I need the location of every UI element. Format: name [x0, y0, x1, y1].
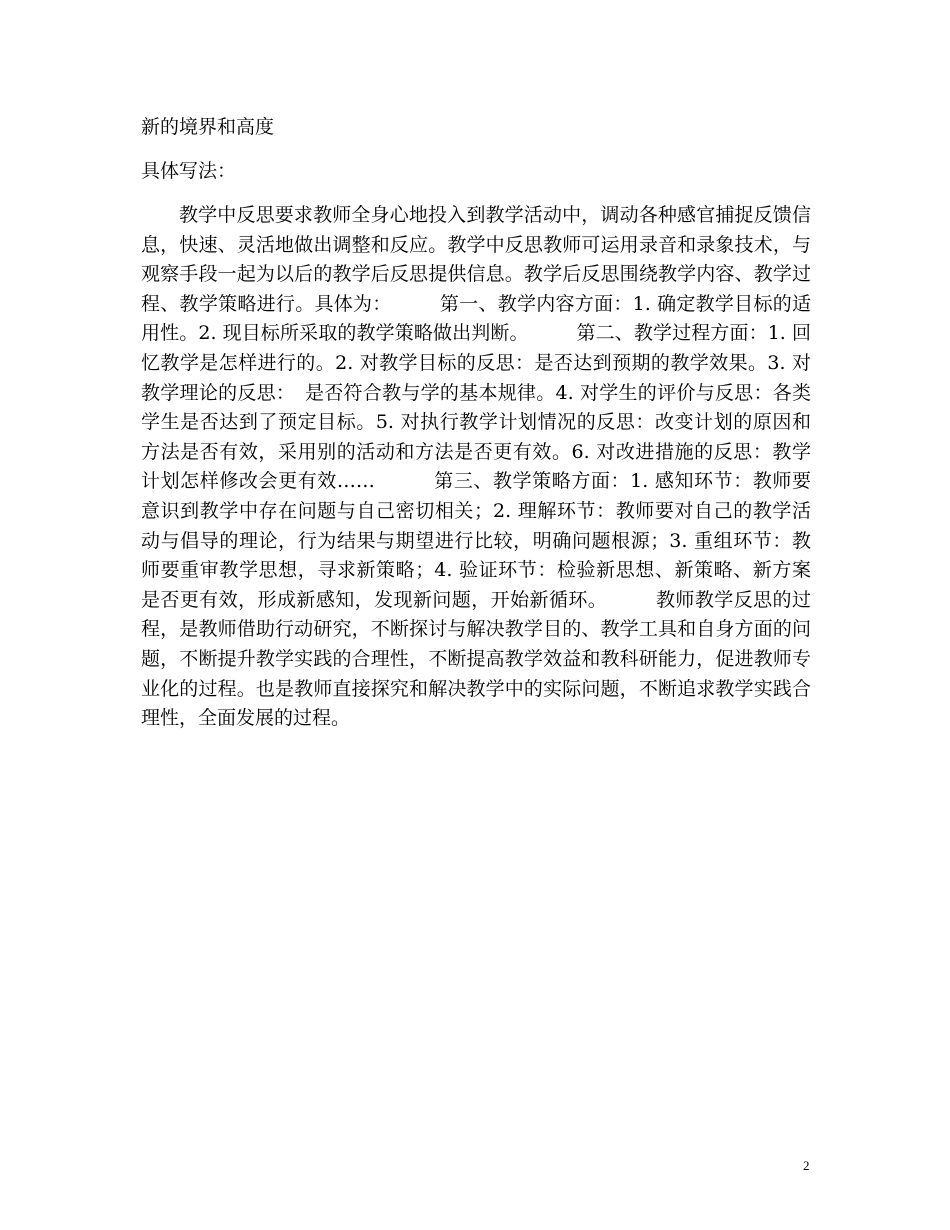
continued-heading-text: 新的境界和高度: [141, 116, 275, 138]
section-label: 具体写法：: [141, 160, 237, 182]
body-paragraph: 教学中反思要求教师全身心地投入到教学活动中，调动各种感官捕捉反馈信息，快速、灵活地做出调整和反应。教学中反思教师可运用录音和录象技术，与观察手段一起为以后的教学后反思提供信息。教学后反思围绕教学内容、教学过程、教学策略进行。具体为： 第一、教学内容方面：1. 确定教学目标的适用性。2. 现目标所采取的教学策略做出判断。 第二、教学过程方面：1. 回忆教学是怎样进行的。2. 对教学目标的反思：是否达到预期的教学效果。3. 对教学理论的反思： 是否符合教与学的基本规律。4. 对学生的评价与反思：各类学生是否达到了预定目标。5. 对执行教学计划情况的反思：改变计划的原因和方法是否有效，采用别的活动和方法是否更有效。6. 对改进措施的反思：教学计划怎样修改会更有效…… 第三、教学策略方面：1. 感知环节：教师要意识到教学中存在问题与自己密切相关；2. 理解环节：教师要对自己的教学活动与倡导的理论，行为结果与期望进行比较，明确问题根源；3. 重组环节：教师要重审教学思想，寻求新策略；4. 验证环节：检验新思想、新策略、新方案是否更有效，形成新感知，发现新问题，开始新循环。 教师教学反思的过程，是教师借助行动研究，不断探讨与解决教学目的、教学工具和自身方面的问题，不断提升教学实践的合理性，不断提高教学效益和教科研能力，促进教师专业化的过程。也是教师直接探究和解决教学中的实际问题，不断追求教学实践合理性，全面发展的过程。: [141, 204, 811, 730]
page-number: 2: [803, 1158, 810, 1173]
